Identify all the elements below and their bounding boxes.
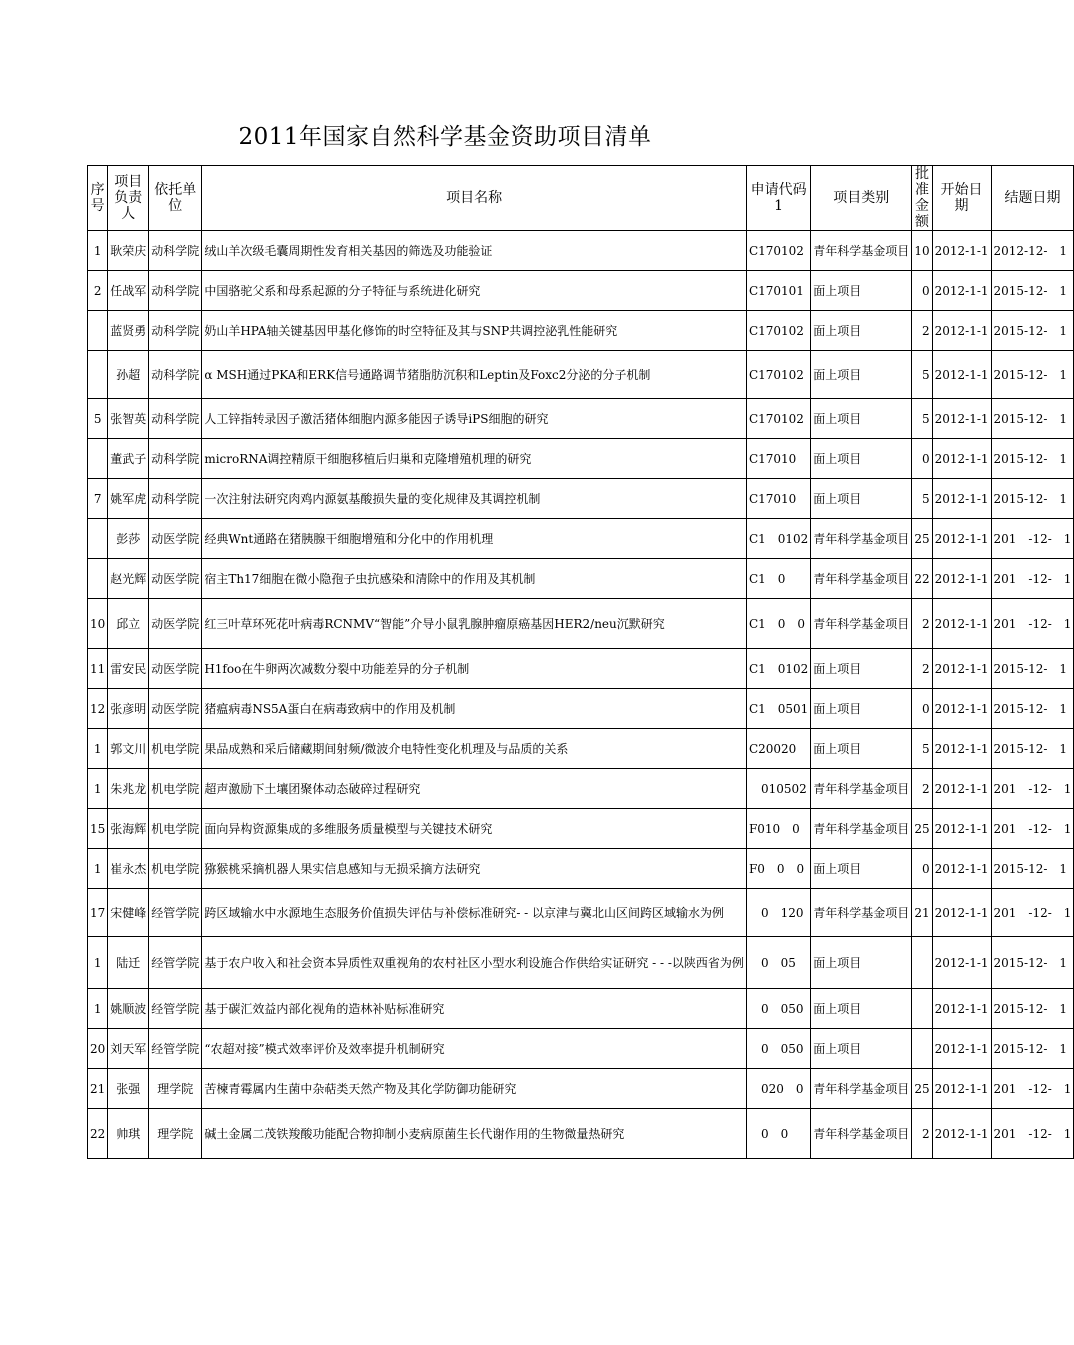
table-row — [88, 231, 1074, 271]
row-end-date: 2015-12- 1 — [991, 989, 1074, 1029]
row-start-date: 2012-1-1 — [932, 399, 991, 439]
row-amount: 5 — [912, 351, 932, 399]
row-number: 15 — [88, 809, 108, 849]
row-project-name: 人工锌指转录因子激活猪体细胞内源多能因子诱导iPS细胞的研究 — [202, 399, 747, 439]
row-type: 面上项目 — [811, 1029, 912, 1069]
row-project-name: 猕猴桃采摘机器人果实信息感知与无损采摘方法研究 — [202, 849, 747, 889]
row-project-name: 基于碳汇效益内部化视角的造林补贴标准研究 — [202, 989, 747, 1029]
header-code: 申请代码1 — [746, 166, 810, 231]
row-unit: 动科学院 — [149, 399, 202, 439]
row-project-name: 红三叶草环死花叶病毒RCNMV“智能”介导小鼠乳腺肿瘤原癌基因HER2/neu沉默研究 — [202, 599, 747, 649]
row-end-date: 2015-12- 1 — [991, 649, 1074, 689]
row-code: C170102 — [746, 399, 810, 439]
row-unit: 动科学院 — [149, 231, 202, 271]
row-pi: 董武子 — [108, 439, 149, 479]
row-type: 面上项目 — [811, 729, 912, 769]
row-code: C1 0501 — [746, 689, 810, 729]
row-start-date: 2012-1-1 — [932, 231, 991, 271]
table-row — [88, 689, 1074, 729]
row-project-name: microRNA调控精原干细胞移植后归巢和克隆增殖机理的研究 — [202, 439, 747, 479]
row-unit: 动医学院 — [149, 519, 202, 559]
row-number: 21 — [88, 1069, 108, 1109]
row-amount: 2 — [912, 599, 932, 649]
row-unit: 动医学院 — [149, 649, 202, 689]
table-row — [88, 559, 1074, 599]
row-amount: 22 — [912, 559, 932, 599]
row-type: 青年科学基金项目 — [811, 599, 912, 649]
row-unit: 经管学院 — [149, 889, 202, 937]
row-amount — [912, 989, 932, 1029]
row-end-date: 2012-12- 1 — [991, 231, 1074, 271]
table-row — [88, 989, 1074, 1029]
row-type: 面上项目 — [811, 439, 912, 479]
header-row — [88, 166, 1074, 231]
header-no: 序号 — [88, 166, 108, 231]
row-number: 1 — [88, 937, 108, 989]
table-row — [88, 1109, 1074, 1159]
row-end-date: 201 -12- 1 — [991, 809, 1074, 849]
row-unit: 机电学院 — [149, 729, 202, 769]
row-type: 青年科学基金项目 — [811, 889, 912, 937]
row-unit: 动科学院 — [149, 439, 202, 479]
row-start-date: 2012-1-1 — [932, 937, 991, 989]
row-amount: 10 — [912, 231, 932, 271]
row-code: C1 0 — [746, 559, 810, 599]
project-table — [87, 165, 1074, 1159]
row-project-name: 超声激励下土壤团聚体动态破碎过程研究 — [202, 769, 747, 809]
row-start-date: 2012-1-1 — [932, 1109, 991, 1159]
table-row — [88, 769, 1074, 809]
row-number: 7 — [88, 479, 108, 519]
row-amount: 0 — [912, 849, 932, 889]
row-start-date: 2012-1-1 — [932, 271, 991, 311]
row-type: 面上项目 — [811, 649, 912, 689]
row-type: 青年科学基金项目 — [811, 1069, 912, 1109]
row-amount: 2 — [912, 769, 932, 809]
row-code: C20020 — [746, 729, 810, 769]
row-start-date: 2012-1-1 — [932, 989, 991, 1029]
row-code: C1 0102 — [746, 649, 810, 689]
row-pi: 朱兆龙 — [108, 769, 149, 809]
row-start-date: 2012-1-1 — [932, 809, 991, 849]
row-type: 面上项目 — [811, 937, 912, 989]
row-number: 11 — [88, 649, 108, 689]
row-start-date: 2012-1-1 — [932, 889, 991, 937]
row-start-date: 2012-1-1 — [932, 1029, 991, 1069]
row-end-date: 2015-12- 1 — [991, 689, 1074, 729]
row-project-name: 奶山羊HPA轴关键基因甲基化修饰的时空特征及其与SNP共调控泌乳性能研究 — [202, 311, 747, 351]
row-code: F0 0 0 — [746, 849, 810, 889]
row-pi: 张彦明 — [108, 689, 149, 729]
row-type: 面上项目 — [811, 989, 912, 1029]
row-type: 青年科学基金项目 — [811, 769, 912, 809]
row-project-name: 跨区域输水中水源地生态服务价值损失评估与补偿标准研究- - 以京津与冀北山区间跨区域输水为例 — [202, 889, 747, 937]
row-unit: 动医学院 — [149, 599, 202, 649]
row-code: C170101 — [746, 271, 810, 311]
row-type: 青年科学基金项目 — [811, 519, 912, 559]
row-code: 0 05 — [746, 937, 810, 989]
row-amount: 5 — [912, 399, 932, 439]
row-code: 010502 — [746, 769, 810, 809]
row-type: 青年科学基金项目 — [811, 559, 912, 599]
row-end-date: 2015-12- 1 — [991, 849, 1074, 889]
table-row — [88, 1069, 1074, 1109]
row-pi: 陆迁 — [108, 937, 149, 989]
row-type: 面上项目 — [811, 399, 912, 439]
header-name: 项目名称 — [202, 166, 747, 231]
row-pi: 姚军虎 — [108, 479, 149, 519]
row-amount: 25 — [912, 809, 932, 849]
row-unit: 经管学院 — [149, 1029, 202, 1069]
row-pi: 张强 — [108, 1069, 149, 1109]
row-end-date: 201 -12- 1 — [991, 559, 1074, 599]
row-pi: 任战军 — [108, 271, 149, 311]
row-type: 青年科学基金项目 — [811, 231, 912, 271]
row-pi: 刘天军 — [108, 1029, 149, 1069]
table-row — [88, 439, 1074, 479]
row-end-date: 2015-12- 1 — [991, 311, 1074, 351]
row-type: 青年科学基金项目 — [811, 809, 912, 849]
row-unit: 动科学院 — [149, 351, 202, 399]
row-project-name: 猪瘟病毒NS5A蛋白在病毒致病中的作用及机制 — [202, 689, 747, 729]
row-project-name: 基于农户收入和社会资本异质性双重视角的农村社区小型水利设施合作供给实证研究 - - -以陕西省为例 — [202, 937, 747, 989]
table-row — [88, 809, 1074, 849]
header-pi: 项目负责人 — [108, 166, 149, 231]
row-type: 面上项目 — [811, 311, 912, 351]
row-number: 2 — [88, 271, 108, 311]
row-pi: 张智英 — [108, 399, 149, 439]
row-code: C17010 — [746, 479, 810, 519]
row-pi: 彭莎 — [108, 519, 149, 559]
row-project-name: 碱土金属二茂铁羧酸功能配合物抑制小麦病原菌生长代谢作用的生物微量热研究 — [202, 1109, 747, 1159]
row-end-date: 2015-12- 1 — [991, 937, 1074, 989]
row-pi: 姚顺波 — [108, 989, 149, 1029]
row-pi: 张海辉 — [108, 809, 149, 849]
row-amount: 2 — [912, 311, 932, 351]
row-project-name: 中国骆驼父系和母系起源的分子特征与系统进化研究 — [202, 271, 747, 311]
row-unit: 动医学院 — [149, 689, 202, 729]
row-amount: 21 — [912, 889, 932, 937]
row-end-date: 201 -12- 1 — [991, 519, 1074, 559]
row-end-date: 201 -12- 1 — [991, 889, 1074, 937]
table-row — [88, 351, 1074, 399]
table-row — [88, 519, 1074, 559]
table-row — [88, 271, 1074, 311]
row-code: C1 0 0 — [746, 599, 810, 649]
row-end-date: 2015-12- 1 — [991, 1029, 1074, 1069]
row-number: 10 — [88, 599, 108, 649]
page-title: 2011年国家自然科学基金资助项目清单 — [238, 124, 652, 150]
table-row — [88, 599, 1074, 649]
row-pi: 邱立 — [108, 599, 149, 649]
row-unit: 机电学院 — [149, 769, 202, 809]
row-pi: 孙超 — [108, 351, 149, 399]
row-type: 面上项目 — [811, 351, 912, 399]
row-start-date: 2012-1-1 — [932, 1069, 991, 1109]
row-type: 青年科学基金项目 — [811, 1109, 912, 1159]
row-code: C170102 — [746, 231, 810, 271]
table-row — [88, 311, 1074, 351]
row-unit: 机电学院 — [149, 849, 202, 889]
row-amount: 0 — [912, 439, 932, 479]
row-number — [88, 439, 108, 479]
table-row — [88, 399, 1074, 439]
header-unit: 依托单位 — [149, 166, 202, 231]
row-end-date: 201 -12- 1 — [991, 769, 1074, 809]
row-number: 12 — [88, 689, 108, 729]
table-row — [88, 1029, 1074, 1069]
row-project-name: 面向异构资源集成的多维服务质量模型与关键技术研究 — [202, 809, 747, 849]
row-number: 1 — [88, 769, 108, 809]
row-pi: 帅琪 — [108, 1109, 149, 1159]
row-number: 1 — [88, 989, 108, 1029]
row-unit: 动医学院 — [149, 559, 202, 599]
table-row — [88, 729, 1074, 769]
row-number: 20 — [88, 1029, 108, 1069]
row-start-date: 2012-1-1 — [932, 729, 991, 769]
row-pi: 雷安民 — [108, 649, 149, 689]
row-unit: 动科学院 — [149, 311, 202, 351]
row-amount — [912, 937, 932, 989]
row-unit: 机电学院 — [149, 809, 202, 849]
row-end-date: 2015-12- 1 — [991, 271, 1074, 311]
header-type: 项目类别 — [811, 166, 912, 231]
row-start-date: 2012-1-1 — [932, 479, 991, 519]
row-start-date: 2012-1-1 — [932, 689, 991, 729]
row-amount: 2 — [912, 649, 932, 689]
row-end-date: 2015-12- 1 — [991, 729, 1074, 769]
row-project-name: 一次注射法研究肉鸡内源氨基酸损失量的变化规律及其调控机制 — [202, 479, 747, 519]
row-project-name: “农超对接”模式效率评价及效率提升机制研究 — [202, 1029, 747, 1069]
row-number — [88, 559, 108, 599]
row-number: 17 — [88, 889, 108, 937]
row-pi: 郭文川 — [108, 729, 149, 769]
row-number — [88, 519, 108, 559]
row-end-date: 2015-12- 1 — [991, 439, 1074, 479]
row-number: 1 — [88, 849, 108, 889]
table-row — [88, 649, 1074, 689]
table-row — [88, 849, 1074, 889]
row-pi: 蓝贤勇 — [108, 311, 149, 351]
row-code: F010 0 — [746, 809, 810, 849]
row-start-date: 2012-1-1 — [932, 439, 991, 479]
row-end-date: 2015-12- 1 — [991, 479, 1074, 519]
row-start-date: 2012-1-1 — [932, 311, 991, 351]
row-number: 1 — [88, 231, 108, 271]
row-start-date: 2012-1-1 — [932, 849, 991, 889]
row-start-date: 2012-1-1 — [932, 351, 991, 399]
row-amount: 5 — [912, 479, 932, 519]
row-number — [88, 351, 108, 399]
row-code: 0 050 — [746, 989, 810, 1029]
row-start-date: 2012-1-1 — [932, 599, 991, 649]
row-end-date: 201 -12- 1 — [991, 599, 1074, 649]
row-project-name: 苦楝青霉属内生菌中杂萜类天然产物及其化学防御功能研究 — [202, 1069, 747, 1109]
row-type: 面上项目 — [811, 271, 912, 311]
table-row — [88, 937, 1074, 989]
row-type: 面上项目 — [811, 689, 912, 729]
header-start: 开始日期 — [932, 166, 991, 231]
row-code: C17010 — [746, 439, 810, 479]
row-amount: 0 — [912, 271, 932, 311]
row-code: C170102 — [746, 351, 810, 399]
row-end-date: 2015-12- 1 — [991, 351, 1074, 399]
row-end-date: 201 -12- 1 — [991, 1109, 1074, 1159]
header-end: 结题日期 — [991, 166, 1074, 231]
row-code: C1 0102 — [746, 519, 810, 559]
row-pi: 宋健峰 — [108, 889, 149, 937]
row-type: 面上项目 — [811, 849, 912, 889]
row-unit: 经管学院 — [149, 937, 202, 989]
row-pi: 崔永杰 — [108, 849, 149, 889]
row-project-name: 经典Wnt通路在猪胰腺干细胞增殖和分化中的作用机理 — [202, 519, 747, 559]
row-code: 0 120 — [746, 889, 810, 937]
row-number — [88, 311, 108, 351]
row-code: C170102 — [746, 311, 810, 351]
row-number: 1 — [88, 729, 108, 769]
row-amount: 5 — [912, 729, 932, 769]
row-end-date: 201 -12- 1 — [991, 1069, 1074, 1109]
row-code: 0 050 — [746, 1029, 810, 1069]
table-row — [88, 889, 1074, 937]
row-amount: 0 — [912, 689, 932, 729]
row-pi: 耿荣庆 — [108, 231, 149, 271]
row-code: 0 0 — [746, 1109, 810, 1159]
row-project-name: 宿主Th17细胞在微小隐孢子虫抗感染和清除中的作用及其机制 — [202, 559, 747, 599]
row-amount: 2 — [912, 1109, 932, 1159]
row-end-date: 2015-12- 1 — [991, 399, 1074, 439]
row-unit: 理学院 — [149, 1069, 202, 1109]
row-number: 22 — [88, 1109, 108, 1159]
row-start-date: 2012-1-1 — [932, 649, 991, 689]
row-project-name: α MSH通过PKA和ERK信号通路调节猪脂肪沉积和Leptin及Foxc2分泌的分子机制 — [202, 351, 747, 399]
header-amount: 批准金额 — [912, 166, 932, 231]
row-pi: 赵光辉 — [108, 559, 149, 599]
row-start-date: 2012-1-1 — [932, 519, 991, 559]
row-project-name: H1foo在牛卵两次减数分裂中功能差异的分子机制 — [202, 649, 747, 689]
row-code: 020 0 — [746, 1069, 810, 1109]
row-start-date: 2012-1-1 — [932, 559, 991, 599]
row-unit: 动科学院 — [149, 271, 202, 311]
row-amount — [912, 1029, 932, 1069]
row-amount: 25 — [912, 519, 932, 559]
row-project-name: 果品成熟和采后储藏期间射频/微波介电特性变化机理及与品质的关系 — [202, 729, 747, 769]
row-type: 面上项目 — [811, 479, 912, 519]
row-number: 5 — [88, 399, 108, 439]
row-unit: 动科学院 — [149, 479, 202, 519]
row-unit: 经管学院 — [149, 989, 202, 1029]
table-row — [88, 479, 1074, 519]
row-project-name: 绒山羊次级毛囊周期性发育相关基因的筛选及功能验证 — [202, 231, 747, 271]
row-unit: 理学院 — [149, 1109, 202, 1159]
row-amount: 25 — [912, 1069, 932, 1109]
row-start-date: 2012-1-1 — [932, 769, 991, 809]
